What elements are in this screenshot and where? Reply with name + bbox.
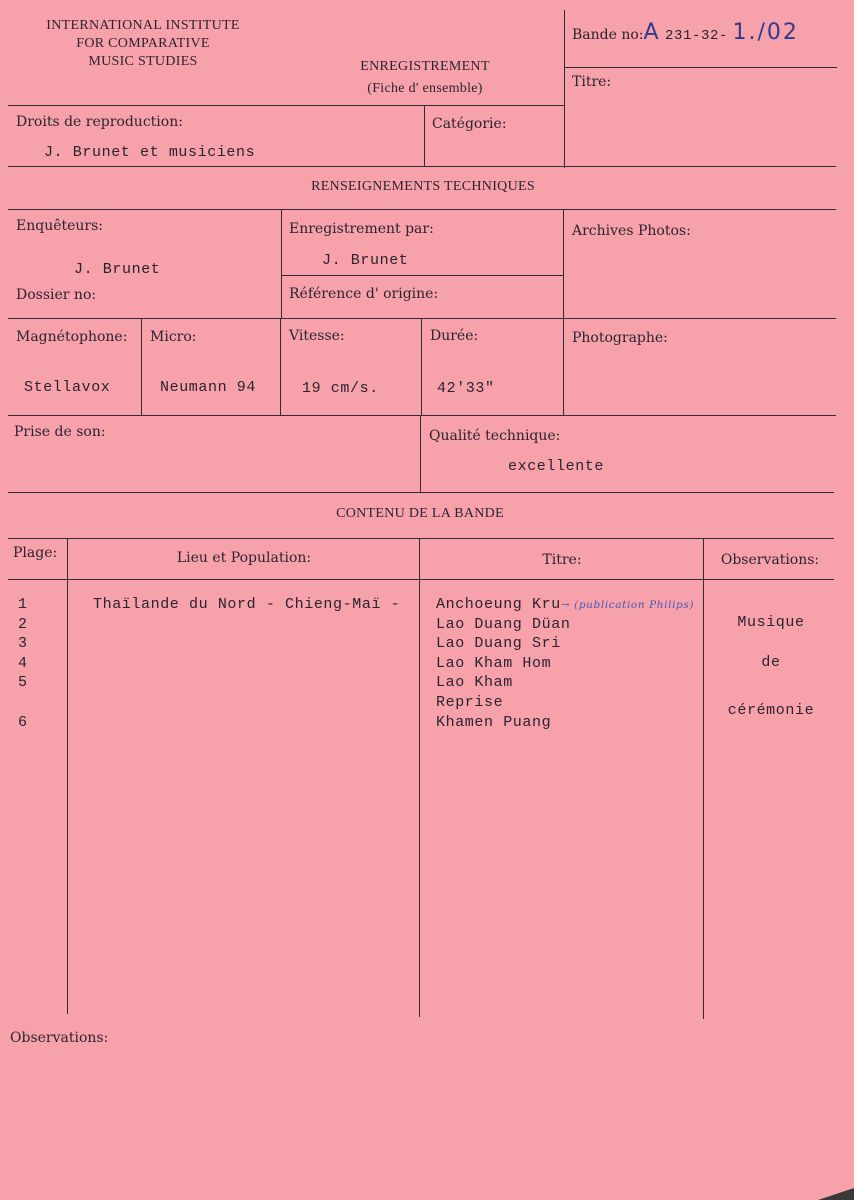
form-subtitle: (Fiche d' ensemble) [367,81,483,96]
archives-photos-label: Archives Photos: [572,223,691,239]
institute-line-3: MUSIC STUDIES [88,54,198,69]
plage-number: 3 [18,635,28,653]
plage-number: 6 [18,713,28,731]
droits-value: J. Brunet et musiciens [44,144,256,161]
enregistrement-par-value: J. Brunet [322,252,409,269]
qualite-technique-label: Qualité technique: [429,428,561,444]
observations-footer-label: Observations: [10,1030,109,1046]
section-renseignements-techniques: RENSEIGNEMENTS TECHNIQUES [311,179,535,194]
droits-label: Droits de reproduction: [16,114,183,130]
form-title: ENREGISTREMENT [360,59,490,74]
titre-item [436,595,702,615]
bande-handwritten-number: 1./02 [732,20,799,45]
titre-item: Lao Kham [436,674,513,692]
lieu-population-value: Thaïlande du Nord - Chieng-Maï - [93,596,401,613]
institute-line-1: INTERNATIONAL INSTITUTE [46,18,240,33]
observation-line: cérémonie [727,702,815,719]
magnetophone-label: Magnétophone: [16,329,128,345]
enqueteurs-label: Enquêteurs: [16,218,104,234]
plage-list [18,595,48,732]
titre-item: Reprise [436,693,504,711]
institute-name [18,17,268,71]
page-corner-fold [818,1188,854,1200]
qualite-technique-value: excellente [508,458,605,475]
enregistrement-par-label: Enregistrement par: [289,221,434,237]
titre-item-text: Anchoeung Kru [436,596,561,613]
duree-label: Durée: [430,328,479,344]
enqueteurs-value: J. Brunet [74,261,161,278]
plage-number: 1 [18,596,28,613]
plage-number: 4 [18,654,28,672]
plage-number [18,693,48,713]
vitesse-label: Vitesse: [289,328,345,344]
observation-line: Musique [737,614,805,631]
bande-typed-number: 231-32- [665,28,729,44]
titre-item: Lao Duang Düan [436,615,571,633]
titre-item: Lao Duang Sri [436,635,561,653]
categorie-label: Catégorie: [432,116,507,132]
prise-de-son-label: Prise de son: [14,424,106,440]
bande-prefix-handwritten: A [643,20,661,45]
titre-label: Titre: [572,74,612,90]
micro-label: Micro: [150,329,197,345]
titre-list [436,595,702,732]
bande-no [572,20,799,45]
micro-value: Neumann 94 [160,379,257,396]
vitesse-value: 19 cm/s. [302,380,379,397]
titre-item: Khamen Puang [436,713,552,731]
institute-line-2: FOR COMPARATIVE [76,36,210,51]
header-lieu-population: Lieu et Population: [176,550,312,566]
section-contenu-bande: CONTENU DE LA BANDE [336,506,504,521]
reference-origine-label: Référence d' origine: [289,286,439,302]
plage-number: 2 [18,615,28,633]
dossier-label: Dossier no: [16,287,97,303]
observations-note [706,614,836,719]
photographe-label: Photographe: [572,330,668,346]
header-observations: Observations: [720,552,820,568]
header-plage: Plage: [13,545,58,561]
magnetophone-value: Stellavox [24,379,111,396]
form-title-block [330,56,520,100]
header-titre: Titre: [542,552,582,568]
handwritten-annotation: → (publication Philips) [560,599,695,611]
plage-number: 5 [18,674,28,692]
observation-line: de [761,654,781,671]
titre-item: Lao Kham Hom [436,654,552,672]
duree-value: 42'33" [437,380,495,397]
bande-label: Bande no: [572,27,644,43]
